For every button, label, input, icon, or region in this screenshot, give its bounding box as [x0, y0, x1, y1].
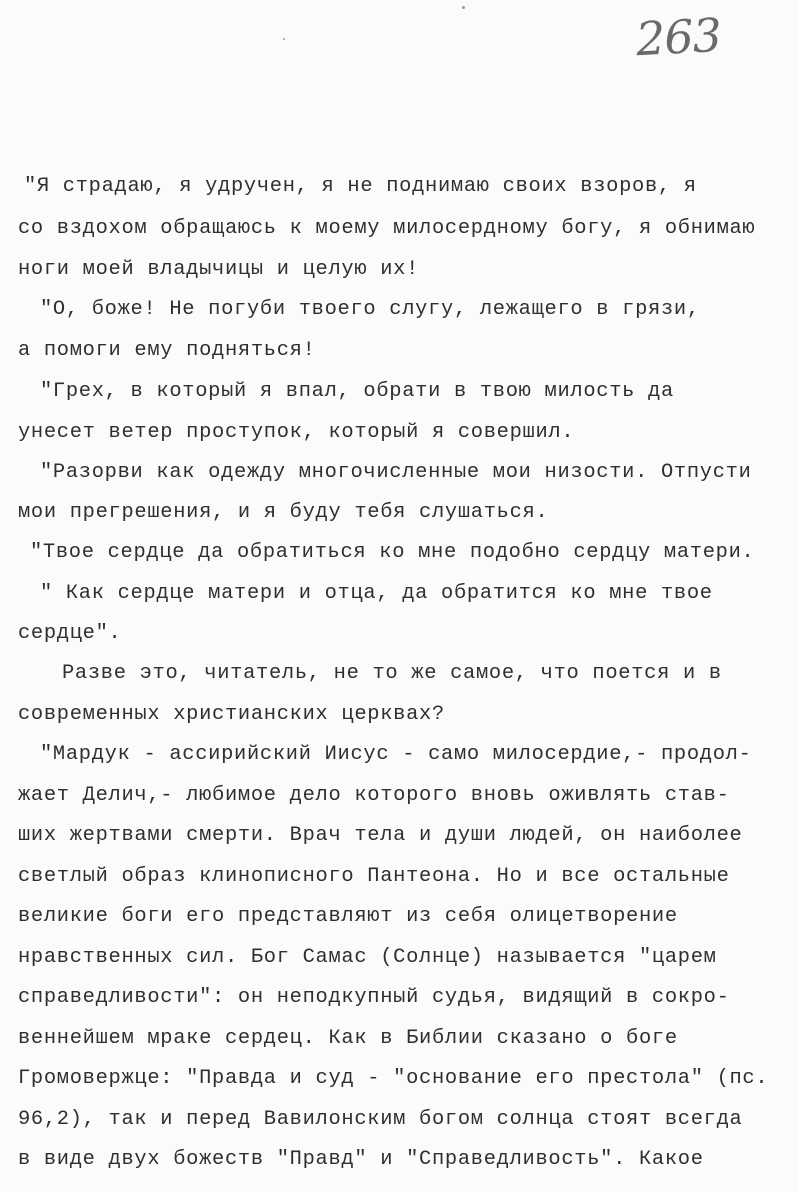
text-line: справедливости": он неподкупный судья, видящий в сокро-: [18, 986, 730, 1009]
text-line: сердце".: [18, 622, 122, 645]
text-line: современных христианских церквах?: [18, 703, 445, 726]
text-line: ших жертвами смерти. Врач тела и души людей, он наиболее: [18, 824, 743, 847]
text-line: унесет ветер проступок, который я совершил.: [18, 421, 575, 444]
text-line: "О, боже! Не погуби твоего слугу, лежащего в грязи,: [40, 298, 700, 321]
text-line: светлый образ клинописного Пантеона. Но и все остальные: [18, 865, 730, 888]
text-line: "Я страдаю, я удручен, я не поднимаю своих взоров, я: [24, 175, 697, 198]
text-line: "Разорви как одежду многочисленные мои низости. Отпусти: [40, 461, 752, 484]
text-line: а помоги ему подняться!: [18, 339, 316, 362]
text-line: Громовержце: "Правда и суд - "основание его престола" (пс.: [18, 1067, 769, 1090]
text-line: ноги моей владычицы и целую их!: [18, 258, 420, 281]
text-line: великие боги его представляют из себя олицетворение: [18, 905, 678, 928]
text-line: "Мардук - ассирийский Иисус - само милосердие,- продол-: [40, 743, 752, 766]
text-line: жает Делич,- любимое дело которого вновь оживлять став-: [18, 784, 730, 807]
text-line: "Твое сердце да обратиться ко мне подобно сердцу матери.: [30, 541, 755, 564]
text-line: 96,2), так и перед Вавилонским богом солнца стоят всегда: [18, 1108, 743, 1131]
text-line: в виде двух божеств "Правд" и "Справедливость". Какое: [18, 1148, 704, 1171]
text-line: веннейшем мраке сердец. Как в Библии сказано о боге: [18, 1027, 678, 1050]
page-number: 263: [634, 7, 723, 67]
ink-speck: [283, 38, 285, 40]
ink-speck: [462, 6, 465, 9]
text-line: нравственных сил. Бог Самас (Солнце) называется "царем: [18, 946, 717, 969]
text-line: "Грех, в который я впал, обрати в твою милость да: [40, 380, 674, 403]
text-line: мои прегрешения, и я буду тебя слушаться.: [18, 501, 549, 524]
text-line: Разве это, читатель, не то же самое, что поется и в: [62, 662, 722, 685]
text-line: " Как сердце матери и отца, да обратится ко мне твое: [40, 582, 713, 605]
text-line: со вздохом обращаюсь к моему милосердному богу, я обнимаю: [18, 217, 756, 240]
